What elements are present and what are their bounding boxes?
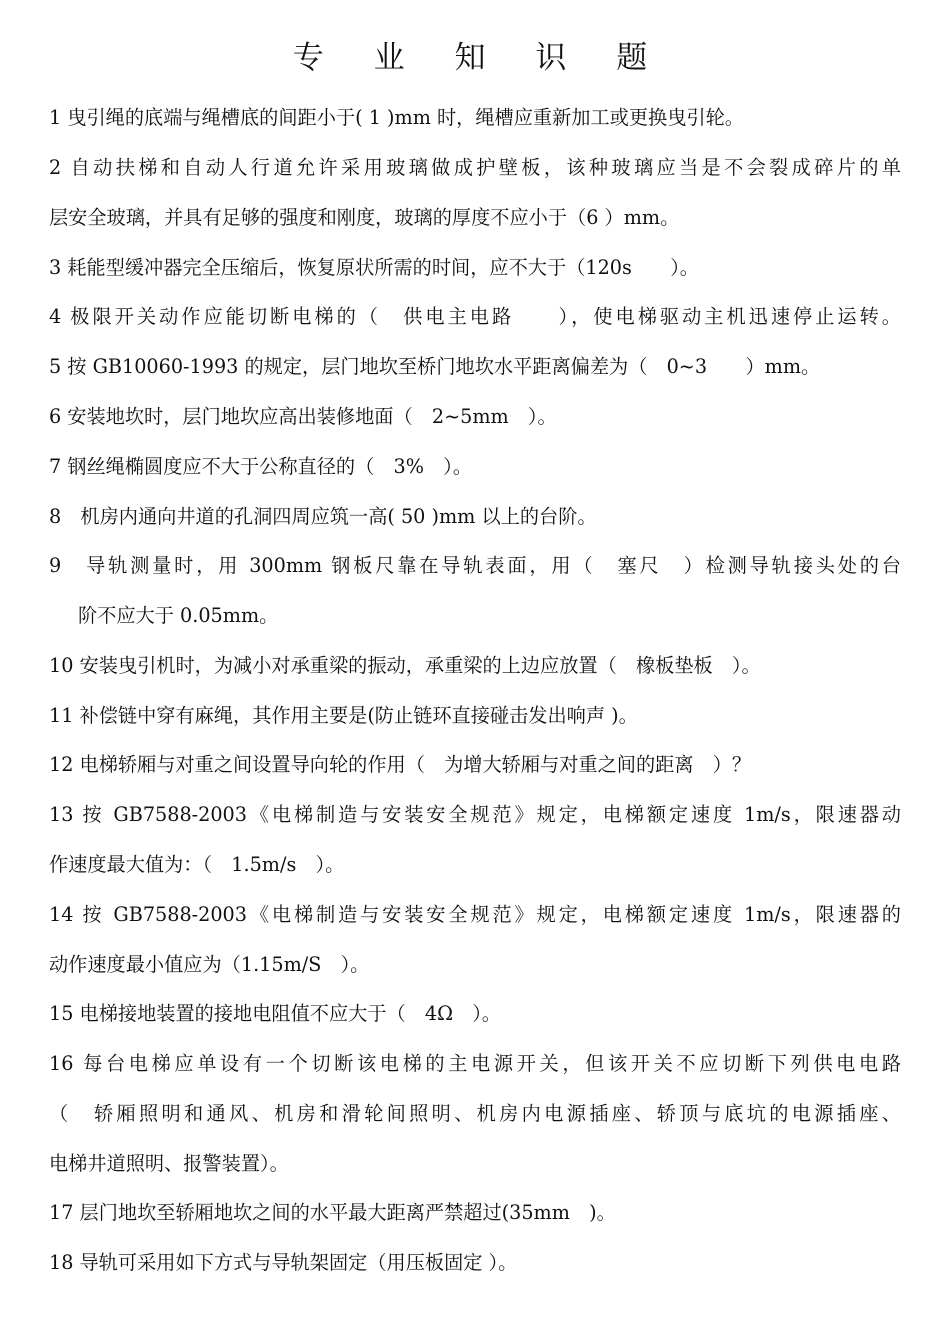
question-line-5: 5 按 GB10060-1993 的规定，层门地坎至桥门地坎水平距离偏差为（ 0~3 ）mm。 [49, 355, 821, 378]
question-line-6: 6 安装地坎时，层门地坎应高出装修地面（ 2~5mm ）。 [49, 405, 557, 428]
question-line-16b: （ 轿厢照明和通风、机房和滑轮间照明、机房内电源插座、轿顶与底坑的电源插座、 [49, 1102, 901, 1125]
question-line-14b: 动作速度最小值应为（1.15m/S ）。 [49, 953, 370, 976]
question-line-10: 10 安装曳引机时，为减小对承重梁的振动，承重梁的上边应放置（ 橡板垫板 ）。 [49, 654, 761, 677]
question-line-9b: 阶不应大于 0.05mm。 [78, 604, 279, 627]
question-line-18: 18 导轨可采用如下方式与导轨架固定（用压板固定 ）。 [49, 1251, 518, 1274]
question-line-7: 7 钢丝绳椭圆度应不大于公称直径的（ 3% ）。 [49, 455, 472, 478]
question-line-15: 15 电梯接地装置的接地电阻值不应大于（ 4Ω ）。 [49, 1002, 501, 1025]
question-line-3: 3 耗能型缓冲器完全压缩后，恢复原状所需的时间，应不大于（120s ）。 [49, 256, 699, 279]
question-line-11: 11 补偿链中穿有麻绳，其作用主要是(防止链环直接碰击发出响声 )。 [49, 704, 638, 727]
question-line-16a: 16 每台电梯应单设有一个切断该电梯的主电源开关，但该开关不应切断下列供电电路 [49, 1052, 901, 1075]
question-line-12: 12 电梯轿厢与对重之间设置导向轮的作用（ 为增大轿厢与对重之间的距离 ）？ [49, 753, 752, 776]
question-line-2b: 层安全玻璃，并具有足够的强度和刚度，玻璃的厚度不应小于（6 ）mm。 [49, 206, 680, 229]
question-line-13b: 作速度最大值为：（ 1.5m/s ）。 [49, 853, 345, 876]
question-line-9a: 9 导轨测量时，用 300mm 钢板尺靠在导轨表面，用（ 塞尺 ）检测导轨接头处的台 [49, 554, 901, 577]
question-line-2a: 2 自动扶梯和自动人行道允许采用玻璃做成护壁板，该种玻璃应当是不会裂成碎片的单 [49, 156, 901, 179]
question-line-8: 8 机房内通向井道的孔洞四周应筑一高( 50 )mm 以上的台阶。 [49, 505, 597, 528]
question-line-13a: 13 按 GB7588-2003《电梯制造与安装安全规范》规定，电梯额定速度 1m/s，限速器动 [49, 803, 901, 826]
question-line-14a: 14 按 GB7588-2003《电梯制造与安装安全规范》规定，电梯额定速度 1m/s，限速器的 [49, 903, 901, 926]
question-line-4: 4 极限开关动作应能切断电梯的（ 供电主电路 ），使电梯驱动主机迅速停止运转。 [49, 305, 901, 328]
page-title: 专 业 知 识 题 [292, 40, 668, 76]
question-line-17: 17 层门地坎至轿厢地坎之间的水平最大距离严禁超过(35mm )。 [49, 1201, 616, 1224]
question-line-1: 1 曳引绳的底端与绳槽底的间距小于( 1 )mm 时，绳槽应重新加工或更换曳引轮。 [49, 106, 744, 129]
question-line-16c: 电梯井道照明、报警装置）。 [49, 1152, 289, 1175]
